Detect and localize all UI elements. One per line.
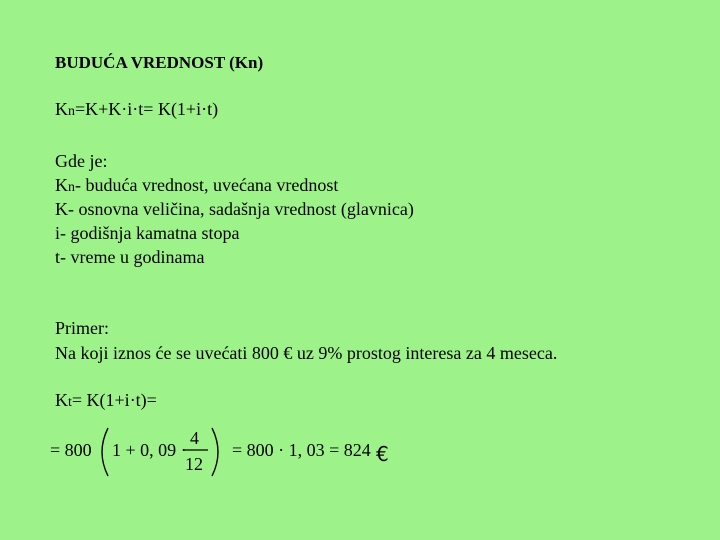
formula-k: K [55,99,68,119]
definitions-header: Gde je: [55,151,108,171]
definition-kn-text: - buduća vrednost, uvećana vrednost [75,175,339,195]
formula-subscript: n [68,104,75,119]
calc-inner: 1 + 0, 09 · [112,440,187,460]
example-formula-k: K [55,390,68,410]
definition-i: i- godišnja kamatna stopa [55,223,240,243]
right-paren [212,428,218,476]
currency-symbol: € [376,442,389,466]
example-header: Primer: [55,318,109,338]
definition-kn-subscript: n [68,180,75,195]
page-title: BUDUĆA VREDNOST (Kn) [55,53,264,72]
fraction-denominator: 12 [185,454,203,474]
example-formula-rest: = K(1+i·t)= [71,390,157,410]
left-paren [102,428,108,476]
example-formula [55,389,157,414]
calculation-svg [48,420,408,480]
definition-kn [55,174,338,199]
definition-k: K- osnovna veličina, sadašnja vrednost (glavnica) [55,199,414,219]
definition-kn-symbol: K [55,175,68,195]
calc-rhs: = 800 · 1, 03 = 824 [232,440,371,460]
calc-lhs: = 800 [50,440,92,460]
example-question: Na koji iznos će se uvećati 800 € uz 9% prostog interesa za 4 meseca. [55,343,558,363]
definition-t: t- vreme u godinama [55,247,205,267]
calculation [48,420,408,480]
future-value-formula [55,98,218,123]
example-formula-subscript: t [68,395,72,410]
formula-rest: =K+K·i·t= K(1+i·t) [75,99,219,119]
fraction-numerator: 4 [190,428,199,448]
